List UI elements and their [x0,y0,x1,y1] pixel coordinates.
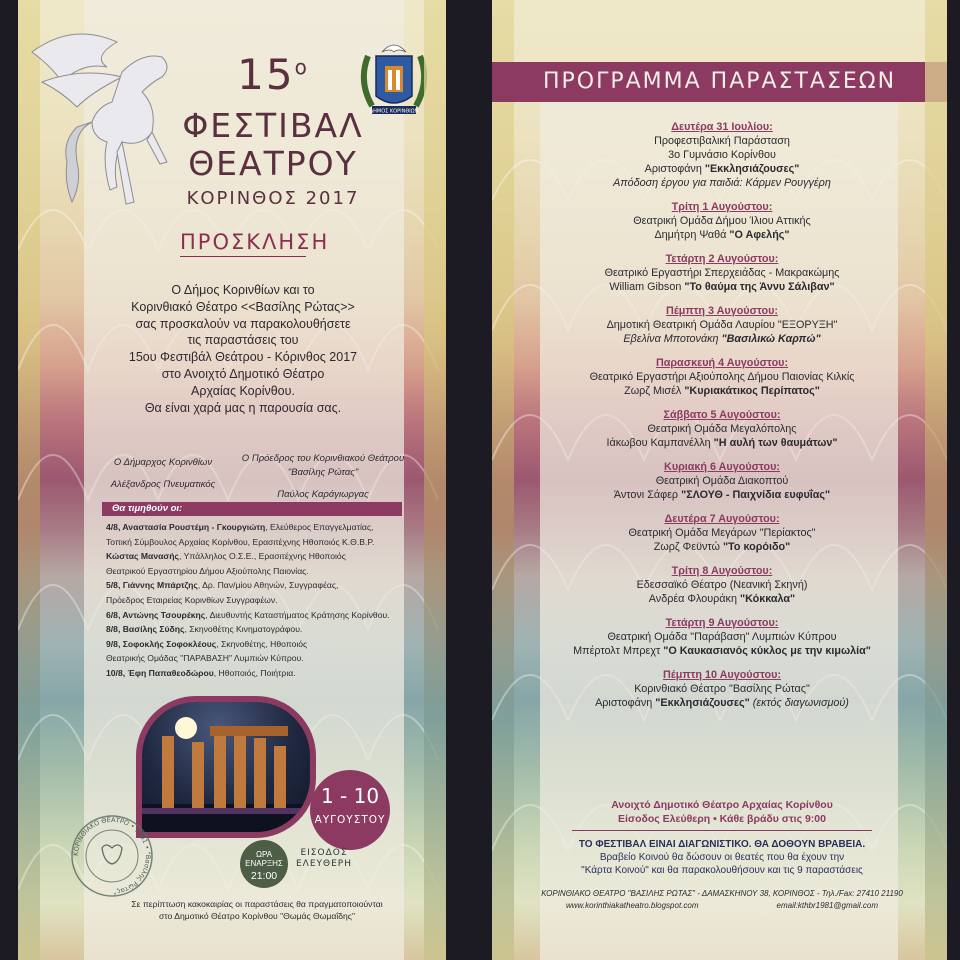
honoree-line [106,535,436,550]
event-text: Ανδρέα Φλουράκη [648,593,737,605]
invitation-line: Αρχαίας Κορίνθου. [191,383,295,398]
honoree-details: , Σκηνοθέτης, Ηθοποιός [216,638,308,649]
honoree-details: , Δρ. Παν/μίου Αθηνών, Συγγραφέας, [197,580,339,591]
event-line [522,318,922,332]
event-line [522,280,922,294]
event-day: Παρασκευή 4 Αυγούστου: [655,357,789,369]
invitation-line: 15ου Φεστιβάλ Θεάτρου - Κόρινθος 2017 [128,350,358,365]
venue-line1: Ανοιχτό Δημοτικό Θέατρο Αρχαίας Κορίνθου [611,799,833,811]
schedule-event [522,512,922,554]
honorees-header: Θα τιμηθούν οι: [102,502,402,516]
honorees-list [106,520,436,681]
free-entry-label: ΕΙΣΟΔΟΣ ΕΛΕΥΘΕΡΗ [296,848,352,869]
event-day: Δευτέρα 31 Ιουλίου: [671,121,773,133]
event-line [522,696,922,710]
invitation-line: Κορινθιακό Θέατρο <<Βασίλης Ρώτας>> [131,299,355,314]
event-line [522,214,922,228]
honoree-details: , Ελεύθερος Επαγγελματίας, [265,522,374,532]
honoree-line [106,608,436,623]
event-day: Δευτέρα 7 Αυγούστου: [664,513,780,525]
festival-edition: $15^o$ [237,50,309,99]
event-text: Προφεστιβαλική Παράσταση [654,135,790,147]
logo-text: ΔΗΜΟΣ ΚΟΡΙΝΘΙΩΝ [369,108,419,115]
event-text: Θεατρικό Εργαστήρι Αξιούπολης Δήμου Παιονίας Κιλκίς [589,371,855,383]
honoree-line [106,651,436,666]
event-text: Θεατρική Ομάδα Δήμου Ίλιου Αττικής [633,215,811,227]
event-text: William Gibson [609,281,682,293]
invitation-panel [18,0,446,960]
festival-title-line1: ΦΕΣΤΙΒΑΛ [182,106,364,145]
event-text: Θεατρική Ομάδα Μεγάρων "Περίακτος" [628,527,816,539]
honoree-details: Πρόεδρος Εταιρείας Κορινθίων Συγγραφέων. [106,594,278,605]
award-line2: "Κάρτα Κοινού" και θα παρακολουθήσουν και τις 9 παραστάσεις [581,865,863,876]
event-day: Κυριακή 6 Αυγούστου: [664,461,780,473]
event-line [522,176,922,190]
event-line [522,540,922,554]
event-line [522,134,922,148]
play-title: "Το θαύμα της Άννυ Σάλιβαν" [684,281,835,293]
event-text: Ζωρζ Μισέλ [624,385,682,397]
event-text: Μπέρτολτ Μπρεχτ [573,645,661,657]
schedule-list [522,120,922,720]
honoree-line [106,578,436,593]
invitation-line: Θα είναι χαρά μας η παρουσία σας. [144,400,342,415]
honoree-name: 4/8, Αναστασία Ρουστέμη - Γκουργιώτη [106,522,266,532]
event-line [522,436,922,450]
divider [572,830,872,831]
award-title: ΤΟ ΦΕΣΤΙΒΑΛ ΕΙΝΑΙ ΔΙΑΓΩΝΙΣΤΙΚΟ. ΘΑ ΔΟΘΟΥΝ ΒΡΑΒΕΙΑ. [578,839,866,850]
start-time-badge [240,840,288,888]
play-title: "Το κορόιδο" [722,541,791,553]
mayor-name: Αλέξανδρος Πνευματικός [110,479,216,490]
event-line [522,578,922,592]
weather-note-line2: στο Δημοτικό Θέατρο Κορίνθου "Θωμάς Θωμαΐδης" [158,911,355,921]
play-title: "Ο Αφελής" [729,229,790,241]
event-text: Ιάκωβου Καμπανέλλη [606,437,711,449]
stamp-text: ΚΟΡΙΝΘΙΑΚΟ ΘΕΑΤΡΟ • 1981 • "Βασίλης Ρώτας" [71,815,153,896]
event-text: Δημοτική Θεατρική Ομάδα Λαυρίου "ΕΞΟΡΥΞΗ" [606,319,838,331]
event-text: Ζωρζ Φεϋντώ [653,541,720,553]
honoree-details: , Υπάλληλος Ο.Σ.Ε., Ερασιτέχνης Ηθοποιός [178,551,346,562]
president-signature [238,452,408,502]
event-text: Δημήτρη Ψαθά [654,229,727,241]
honoree-line [106,549,436,564]
festival-dates-badge [310,770,390,850]
invitation-body [98,282,388,416]
date-range: 1 - 10 [320,784,380,808]
invitation-line: στο Ανοιχτό Δημοτικό Θέατρο [161,366,325,381]
play-title: "Κυριακάτικος Περίπατος" [684,385,820,397]
event-day: Τρίτη 8 Αυγούστου: [671,565,773,577]
honoree-details: Θεατρικής Ομάδας "ΠΑΡΑΒΑΣΗ" Λυμπιών Κύπρου. [106,653,304,664]
schedule-event [522,356,922,398]
honoree-line [106,564,436,579]
event-line [522,488,922,502]
honoree-name: 6/8, Αντώνης Τσουρέκης [106,609,206,620]
honoree-details: , Ηθοποιός, Ποιήτρια. [213,667,296,678]
honoree-line [106,622,436,637]
play-title: "Εκκλησιάζουσες" [704,163,800,175]
play-title: "Η αυλή των θαυμάτων" [713,437,838,449]
event-text: Θεατρικό Εργαστήρι Σπερχειάδας - Μακρακώμης [604,267,840,279]
event-line [522,474,922,488]
play-title: "Βασιλικώ Καρπώ" [721,333,821,345]
date-month: ΑΥΓΟΥΣΤΟΥ [314,814,386,826]
honoree-name: 5/8, Γιάννης Μπάρτζης [106,580,198,591]
schedule-event [522,200,922,242]
event-text: Απόδοση έργου για παιδιά: Κάρμεν Ρουγγέρη [613,177,831,189]
event-line [522,644,922,658]
honoree-name: 8/8, Βασίλης Σύδης [106,624,185,635]
play-title: "Εκκλησιάζουσες" [655,697,750,709]
event-text: Αριστοφάνη [595,697,653,709]
program-panel [492,0,947,960]
honoree-details: , Σκηνοθέτης Κινηματογράφου. [184,624,303,635]
event-text: 3ο Γυμνάσιο Κορίνθου [668,149,776,161]
honoree-details: , Διευθυντής Καταστήματος Κράτησης Κορίνθου. [205,609,390,620]
event-day: Σάββατο 5 Αυγούστου: [663,409,781,421]
schedule-event [522,564,922,606]
theatre-stamp [68,812,156,900]
event-line [522,384,922,398]
president-name: Παύλος Καράγιωργας [277,489,369,500]
schedule-event [522,668,922,710]
event-line [522,228,922,242]
schedule-event [522,616,922,658]
email-link[interactable]: email:kthbr1981@gmail.com [776,901,878,910]
honoree-line [106,637,436,652]
schedule-event [522,408,922,450]
mayor-title: Ο Δήμαρχος Κορινθίων [113,457,213,468]
weather-note-line1: Σε περίπτωση κακοκαιρίας οι παραστάσεις θα πραγματοποιούνται [131,899,383,909]
event-day: Τετάρτη 2 Αυγούστου: [665,253,779,265]
invitation-title: ΠΡΟΣΚΛΗΣΗ [180,230,306,257]
start-time: 21:00 [250,870,278,882]
honoree-details: Τοπική Σύμβουλος Αρχαίας Κορίνθου, Ερασιτέχνης Ηθοποιός Κ.Θ.Β.Ρ. [106,536,375,547]
start-label: ΩΡΑ ΕΝΑΡΞΗΣ [245,850,283,868]
schedule-event [522,252,922,294]
contact-info [522,888,922,912]
event-line [522,370,922,384]
contact-address: ΚΟΡΙΝΘΙΑΚΟ ΘΕΑΤΡΟ "ΒΑΣΙΛΗΣ ΡΩΤΑΣ" - ΔΑΜΑΣΚΗΝΟΥ 38, ΚΟΡΙΝΘΟΣ - Τηλ./Fax: 27410 21190 [541,889,903,898]
event-line [522,526,922,540]
event-line [522,162,922,176]
honoree-line [106,593,436,608]
festival-subtitle: ΚΟΡΙΝΘΟΣ 2017 [186,188,360,209]
president-title: Ο Πρόεδρος του Κορινθιακού Θεάτρου "Βασίλης Ρώτας" [241,453,405,478]
event-line [522,422,922,436]
temple-photo [136,696,316,838]
event-text: Θεατρική Ομάδα "Παράβαση" Λυμπιών Κύπρου [607,631,837,643]
honoree-name: Κώστας Μανασής [106,551,179,562]
event-note: (εκτός διαγωνισμού) [749,697,849,709]
website-link[interactable]: www.korinthiakatheatro.blogspot.com [566,901,699,910]
program-title: ΠΡΟΓΡΑΜΜΑ ΠΑΡΑΣΤΑΣΕΩΝ [492,62,947,102]
honoree-name: 10/8, Έφη Παπαθεοδώρου [106,667,214,678]
play-title: "Κόκκαλα" [739,593,796,605]
schedule-event [522,120,922,190]
event-line [522,682,922,696]
event-line [522,630,922,644]
event-day: Τρίτη 1 Αυγούστου: [671,201,773,213]
event-text: Εδεσσαϊκό Θέατρο (Νεανική Σκηνή) [636,579,808,591]
schedule-event [522,304,922,346]
event-line [522,266,922,280]
event-day: Πέμπτη 10 Αυγούστου: [663,669,781,681]
play-title: "ΣΛΟΥΘ - Παιχνίδια ευφυΐας" [681,489,831,501]
event-line [522,592,922,606]
invitation-line: Ο Δήμος Κορινθίων και το [171,283,315,297]
event-text: Εβελίνα Μποτονάκη [623,333,719,345]
event-line [522,148,922,162]
event-line [522,332,922,346]
event-text: Αριστοφάνη [644,163,702,175]
invitation-line: τις παραστάσεις του [187,333,299,348]
festival-title-line2: ΘΕΑΤΡΟΥ [188,144,358,183]
mayor-signature [88,456,238,492]
award-line1: Βραβείο Κοινού θα δώσουν οι θεατές που θα έχουν την [599,852,845,863]
event-text: Άντονι Σάφερ [613,489,679,501]
invitation-line: σας προσκαλούν να παρακολουθήσετε [135,316,351,331]
award-info [522,838,922,877]
venue-info [572,798,872,831]
event-day: Πέμπτη 3 Αυγούστου: [666,305,778,317]
play-title: "Ο Καυκασιανός κύκλος με την κιμωλία" [663,645,871,657]
schedule-event [522,460,922,502]
weather-note [102,898,412,922]
honoree-name: 9/8, Σοφοκλής Σοφοκλέους [106,638,217,649]
contact-links [522,900,922,912]
honoree-line [106,666,436,681]
honoree-details: Θεατρικού Εργαστηρίου Δήμου Αξιούπολης Παιονίας. [106,565,309,576]
event-text: Θεατρική Ομάδα Διακοπτού [655,475,789,487]
event-text: Θεατρική Ομάδα Μεγαλόπολης [647,423,797,435]
temple-illustration [142,702,310,832]
honoree-line [106,520,436,535]
event-text: Κορινθιακό Θέατρο "Βασίλης Ρώτας" [634,683,810,695]
venue-line2: Είσοδος Ελεύθερη • Κάθε βράδυ στις 9:00 [617,813,826,825]
event-day: Τετάρτη 9 Αυγούστου: [665,617,779,629]
